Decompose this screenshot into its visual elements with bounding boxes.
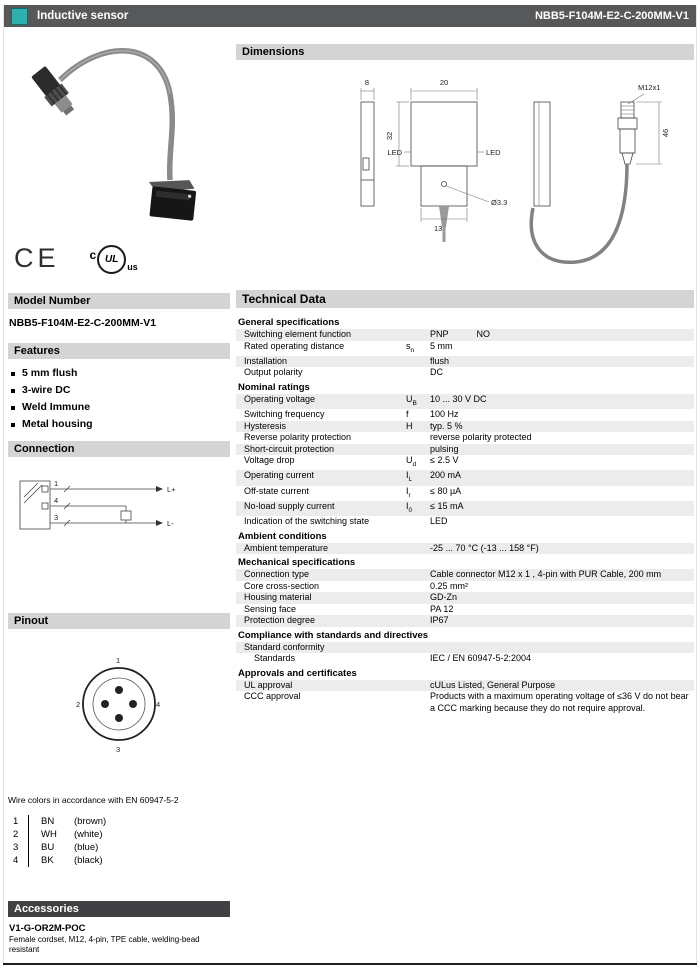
spec-label: Standards: [254, 653, 296, 664]
dim-hole-label: Ø3.3: [491, 198, 508, 207]
led-left-label: LED: [387, 148, 402, 157]
spec-label: Switching frequency: [244, 409, 325, 420]
wire-row: [8, 854, 230, 867]
spec-value: Cable connector M12 x 1 , 4-pin with PUR Cable, 200 mm: [430, 569, 662, 580]
spec-value: 10 ... 30 V DC: [430, 393, 487, 404]
spec-value-2: NO: [476, 329, 491, 339]
brand-logo-icon: [11, 8, 28, 25]
spec-label: Hysteresis: [244, 420, 287, 431]
page-header: [3, 5, 697, 27]
wire-pin: 1: [13, 816, 19, 827]
spec-value: Products with a maximum operating voltage of ≤36 V do not bear a CCC marking because they do not require approval.: [430, 691, 689, 713]
spec-label: Switching element function: [244, 329, 352, 339]
spec-label: Ambient temperature: [244, 542, 329, 553]
spec-symbol: $U_B$: [406, 393, 417, 407]
spec-row: [236, 592, 694, 604]
wire-code: BK: [28, 854, 74, 867]
spec-label: Connection type: [244, 569, 310, 580]
spec-row: [236, 581, 694, 593]
dim-13-label: 13: [434, 224, 443, 233]
spec-value: PNP NO: [430, 329, 491, 339]
spec-value: ≤ 15 mA: [430, 500, 464, 511]
spec-value: IEC / EN 60947-5-2:2004: [430, 653, 532, 664]
spec-label: Off-state current: [244, 485, 309, 496]
spec-row: [236, 543, 694, 555]
spec-row: [236, 432, 694, 444]
dimensions-drawing: [236, 62, 694, 284]
feature-item: [8, 399, 230, 416]
spec-value: LED: [430, 516, 448, 527]
connection-heading: Connection: [8, 441, 230, 457]
spec-section-title: General specifications: [238, 317, 340, 328]
dimensions-heading: Dimensions: [236, 44, 694, 60]
spec-value: ≤ 80 µA: [430, 485, 462, 496]
wire-pin: 3: [13, 842, 19, 853]
connection-pin-3-label: 3: [54, 513, 59, 522]
product-type-title: Inductive sensor: [37, 10, 129, 22]
wire-colors-note: Wire colors in accordance with EN 60947-5-2: [8, 795, 179, 805]
wire-row: [8, 828, 230, 841]
spec-label: Rated operating distance: [244, 340, 345, 351]
spec-label: Core cross-section: [244, 580, 320, 591]
spec-value: 200 mA: [430, 470, 462, 481]
wire-code: BU: [28, 841, 74, 854]
model-number-heading: Model Number: [8, 293, 230, 309]
wire-color-name: (white): [74, 829, 103, 840]
spec-label: Operating voltage: [244, 393, 316, 404]
dim-32-label: 32: [385, 131, 394, 141]
feature-item: [8, 416, 230, 433]
spec-row: [236, 341, 694, 356]
spec-row: [236, 329, 694, 341]
spec-row: [236, 409, 694, 421]
accessory-description: Female cordset, M12, 4-pin, TPE cable, welding-bead resistant: [9, 935, 200, 954]
model-number-value: NBB5-F104M-E2-C-200MM-V1: [9, 317, 157, 329]
technical-data-table: [236, 314, 694, 714]
spec-section-title: Approvals and certificates: [238, 667, 357, 679]
accessories-section: [8, 901, 230, 955]
connection-pin-1-label: 1: [54, 479, 59, 488]
spec-row: [236, 394, 694, 409]
spec-value: DC: [430, 367, 443, 378]
spec-label: UL approval: [244, 679, 293, 690]
ce-mark: CE: [14, 243, 60, 273]
spec-row: [236, 421, 694, 433]
pinout-diagram: [54, 639, 184, 769]
header-model-number: NBB5-F104M-E2-C-200MM-V1: [534, 10, 689, 22]
features-list: [8, 365, 230, 433]
spec-label: CCC approval: [244, 691, 301, 702]
wire-colors-table: [8, 815, 230, 867]
spec-value: ≤ 2.5 V: [430, 455, 459, 466]
spec-row: [236, 356, 694, 368]
wire-color-name: (blue): [74, 842, 99, 853]
spec-symbol: $s_n$: [406, 340, 415, 354]
spec-symbol: f: [406, 409, 409, 420]
ul-us-label: us: [127, 262, 138, 272]
feature-item: [8, 365, 230, 382]
spec-row: [236, 516, 694, 528]
spec-row: [236, 444, 694, 456]
dim-m12-label: M12x1: [638, 83, 661, 92]
pinout-pin-1-label: 1: [116, 656, 121, 665]
spec-symbol: $U_d$: [406, 455, 417, 468]
ul-circle-logo: UL: [97, 245, 126, 274]
spec-section-title: Ambient conditions: [238, 530, 327, 542]
spec-label: Short-circuit protection: [244, 443, 335, 454]
spec-value: typ. 5 %: [430, 420, 463, 431]
bullet-icon: [11, 372, 15, 376]
accessories-heading: Accessories: [8, 901, 230, 917]
spec-row: [236, 569, 694, 581]
dim-20-label: 20: [439, 78, 449, 87]
feature-label: Weld Immune: [22, 401, 91, 413]
spec-row: [236, 367, 694, 379]
spec-label: Sensing face: [244, 603, 297, 614]
spec-label: Indication of the switching state: [244, 516, 370, 527]
spec-label: Operating current: [244, 470, 315, 481]
spec-symbol: $I_0$: [406, 500, 413, 514]
wire-color-name: (brown): [74, 816, 107, 827]
bullet-icon: [11, 423, 15, 427]
product-photo: [8, 32, 230, 232]
pinout-heading: Pinout: [8, 613, 230, 629]
spec-row: [236, 642, 694, 654]
dim-46-label: 46: [661, 128, 670, 138]
spec-value: 5 mm: [430, 340, 453, 351]
technical-data-heading: Technical Data: [236, 290, 694, 308]
spec-row: [236, 486, 694, 501]
feature-label: 3-wire DC: [22, 384, 71, 396]
spec-label: No-load supply current: [244, 500, 335, 511]
spec-value: PA 12: [430, 603, 454, 614]
led-right-label: LED: [486, 148, 501, 157]
spec-value: reverse polarity protected: [430, 432, 532, 443]
pinout-pin-4-label: 4: [156, 700, 161, 709]
spec-symbol: $I_r$: [406, 485, 411, 499]
spec-value: -25 ... 70 °C (-13 ... 158 °F): [430, 542, 539, 553]
bullet-icon: [11, 406, 15, 410]
connection-lplus-label: L+: [167, 485, 176, 494]
spec-label: Housing material: [244, 592, 312, 603]
sensor-body: [145, 176, 197, 221]
feature-item: [8, 382, 230, 399]
connection-pin-4-label: 4: [54, 496, 59, 505]
culus-mark: [90, 243, 138, 274]
spec-value: GD-Zn: [430, 592, 457, 603]
spec-row: [236, 455, 694, 470]
wire-row: [8, 815, 230, 828]
spec-value: pulsing: [430, 443, 459, 454]
spec-section-title: Compliance with standards and directives: [238, 629, 429, 641]
spec-row: [236, 615, 694, 627]
spec-row: [236, 691, 694, 714]
features-heading: Features: [8, 343, 230, 359]
spec-row: [236, 470, 694, 485]
spec-symbol: H: [406, 420, 413, 431]
right-column: [236, 44, 694, 714]
wire-code: WH: [28, 828, 74, 841]
spec-label: Protection degree: [244, 615, 316, 626]
wire-pin: 2: [13, 829, 19, 840]
page-bottom-rule: [3, 963, 697, 965]
spec-value: cULus Listed, General Purpose: [430, 679, 556, 690]
spec-section-title: Mechanical specifications: [238, 557, 356, 569]
dim-8-label: 8: [364, 78, 370, 87]
spec-label: Reverse polarity protection: [244, 432, 352, 443]
spec-label: Standard conformity: [244, 641, 325, 652]
spec-value: flush: [430, 355, 450, 366]
wire-code: BN: [28, 815, 74, 828]
spec-value: 0.25 mm²: [430, 580, 469, 591]
bullet-icon: [11, 389, 15, 393]
spec-symbol: $I_L$: [406, 470, 413, 484]
feature-label: 5 mm flush: [22, 367, 78, 379]
ul-c-label: c: [89, 248, 97, 262]
spec-section-title: Nominal ratings: [238, 381, 310, 393]
spec-label: Voltage drop: [244, 455, 295, 466]
connection-diagram: [8, 463, 223, 558]
pinout-pin-2-label: 2: [76, 700, 81, 709]
spec-value: IP67: [430, 615, 449, 626]
spec-row: [236, 604, 694, 616]
feature-label: Metal housing: [22, 418, 93, 430]
connection-lminus-label: L-: [167, 519, 174, 528]
wire-color-name: (black): [74, 855, 103, 866]
spec-row: [236, 501, 694, 516]
pinout-pin-3-label: 3: [116, 745, 121, 754]
certification-marks: [14, 243, 230, 279]
spec-row: [236, 680, 694, 692]
spec-label: Installation: [244, 355, 288, 366]
spec-value: 100 Hz: [430, 409, 459, 420]
spec-row: [236, 653, 694, 665]
spec-label: Output polarity: [244, 367, 303, 378]
left-column: [8, 32, 230, 867]
wire-row: [8, 841, 230, 854]
accessory-part-number: V1-G-OR2M-POC: [9, 923, 86, 934]
wire-pin: 4: [13, 855, 19, 866]
